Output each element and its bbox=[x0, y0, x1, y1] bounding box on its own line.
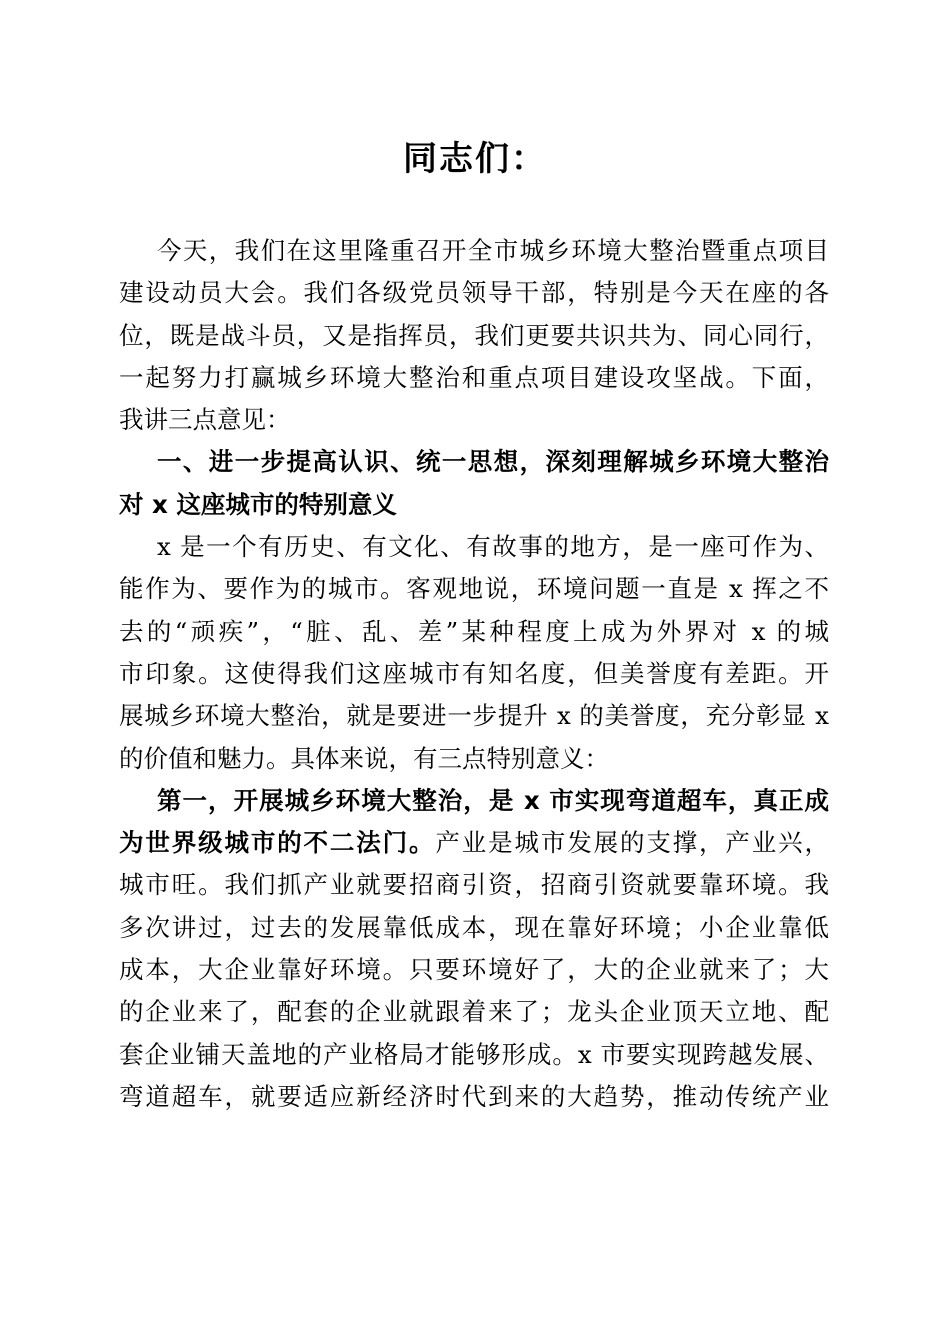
text-line: 城市旺。我们抓产业就要招商引资，招商引资就要靠环境。我 bbox=[119, 870, 829, 900]
text-line: 一起努力打赢城乡环境大整治和重点项目建设攻坚战。下面， bbox=[119, 362, 829, 392]
bold-lead: 为世界级城市的不二法门。 bbox=[119, 828, 436, 858]
text-line: 我讲三点意见： bbox=[119, 405, 291, 435]
bold-text-line: 第一，开展城乡环境大整治，是 x 市实现弯道超车，真正成 bbox=[157, 785, 829, 815]
heading-line: 对 x 这座城市的特别意义 bbox=[119, 489, 397, 519]
mixed-text-line bbox=[119, 822, 829, 864]
text-line: x 是一个有历史、有文化、有故事的地方，是一座可作为、 bbox=[157, 532, 829, 562]
heading-line: 一、进一步提高认识、统一思想，深刻理解城乡环境大整治 bbox=[157, 447, 829, 477]
text-line: 弯道超车，就要适应新经济时代到来的大趋势，推动传统产业 bbox=[119, 1081, 829, 1111]
text-line: 位，既是战斗员，又是指挥员，我们更要共识共为、同心同行， bbox=[119, 320, 829, 350]
paragraph-city bbox=[119, 526, 829, 780]
text-line: 建设动员大会。我们各级党员领导干部，特别是今天在座的各 bbox=[119, 278, 829, 308]
document-body bbox=[119, 230, 829, 1118]
text-line: 成本，大企业靠好环境。只要环境好了，大的企业就来了；大 bbox=[119, 955, 829, 985]
paragraph-first-point bbox=[119, 780, 829, 1118]
section-heading bbox=[119, 441, 829, 526]
text-line: 去的“顽疾”，“脏、乱、差”某种程度上成为外界对 x 的城 bbox=[119, 616, 829, 646]
text-line: 套企业铺天盖地的产业格局才能够形成。x 市要实现跨越发展、 bbox=[119, 1039, 829, 1069]
text-line: 今天，我们在这里隆重召开全市城乡环境大整治暨重点项目 bbox=[157, 236, 829, 265]
text-line: 能作为、要作为的城市。客观地说，环境问题一直是 x 挥之不 bbox=[119, 574, 829, 604]
text-line: 的企业来了，配套的企业就跟着来了；龙头企业顶天立地、配 bbox=[119, 997, 829, 1027]
text-tail: 产业是城市发展的支撑，产业兴， bbox=[435, 828, 830, 858]
text-line: 展城乡环境大整治，就是要进一步提升 x 的美誉度，充分彰显 x bbox=[119, 701, 829, 731]
text-line: 多次讲过，过去的发展靠低成本，现在靠好环境；小企业靠低 bbox=[119, 912, 829, 942]
paragraph-intro bbox=[119, 230, 829, 441]
text-line: 市印象。这使得我们这座城市有知名度，但美誉度有差距。开 bbox=[119, 658, 829, 688]
text-line: 的价值和魅力。具体来说，有三点特别意义： bbox=[119, 743, 609, 773]
page-title: 同志们： bbox=[403, 139, 547, 179]
